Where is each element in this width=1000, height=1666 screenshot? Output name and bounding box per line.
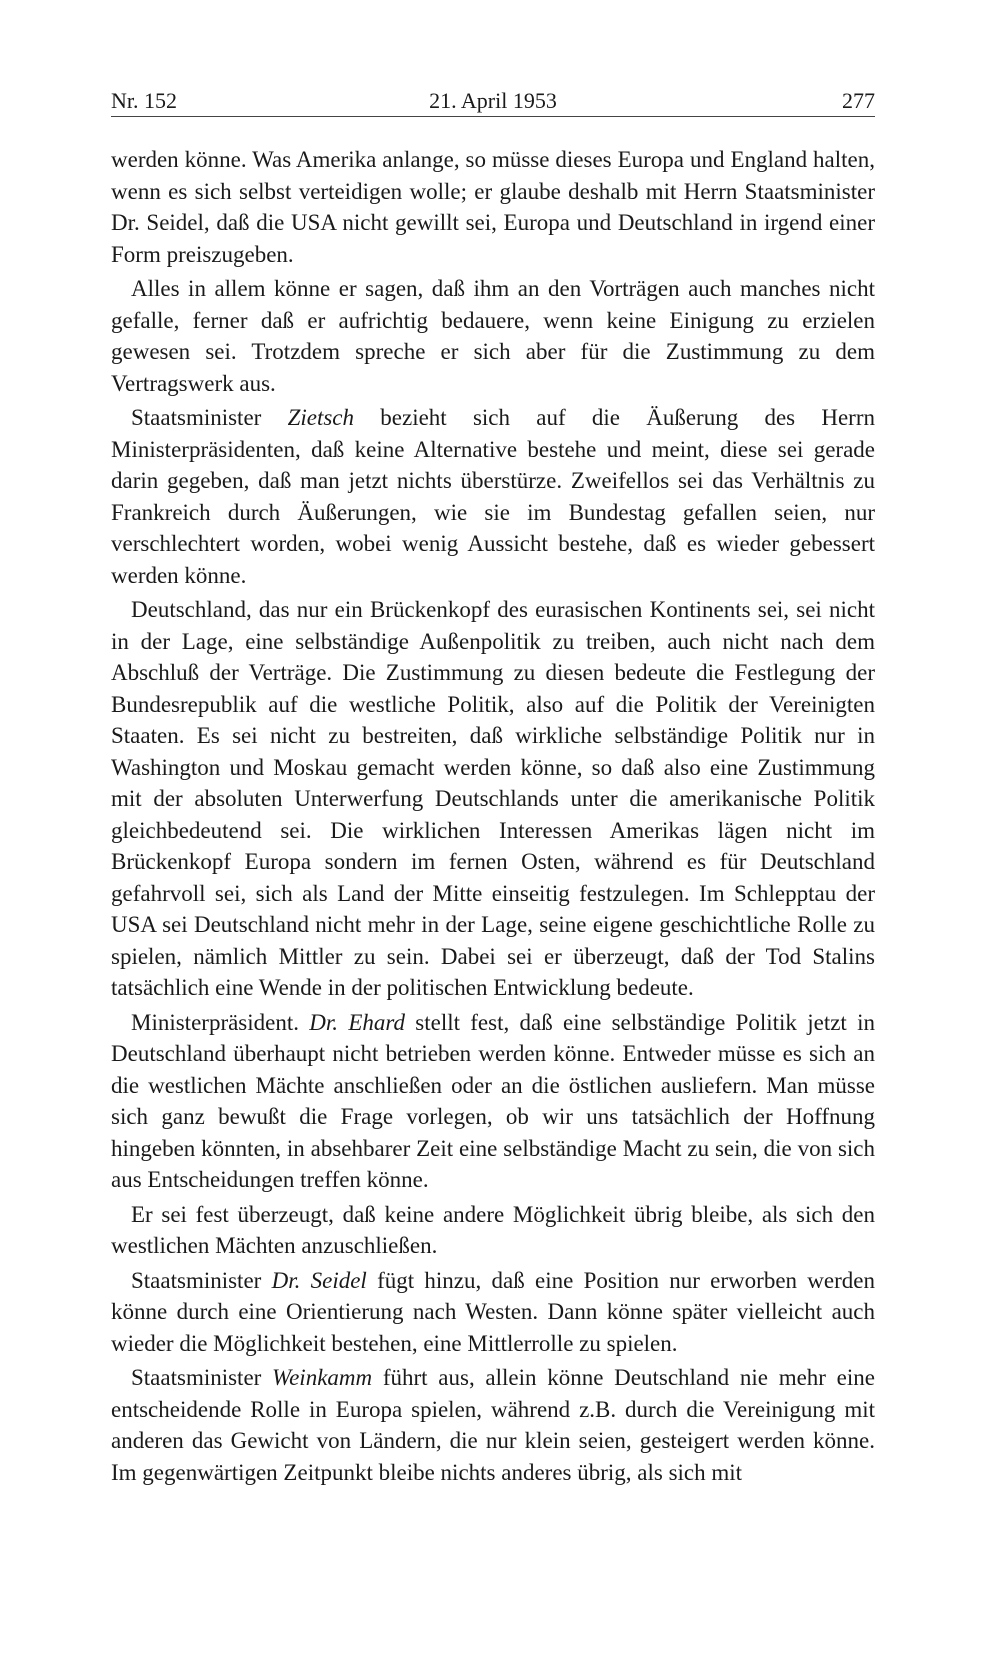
paragraph-text: Er sei fest überzeugt, daß keine andere Möglichkeit übrig bleibe, als sich den westlichen Mächten anzuschließen. [111,1201,875,1258]
speaker-name: Zietsch [287,405,355,430]
body-text [111,144,875,1491]
paragraph [111,1007,875,1196]
paragraph-text: fügt hinzu, daß eine Position nur erworben werden könne durch eine Orientierung nach Westen. Dann könne später vielleicht auch wieder die Möglichkeit bestehen, eine Mittlerrolle zu spielen. [111,1267,875,1356]
paragraph [111,594,875,1004]
paragraph-text: führt aus, allein könne Deutschland nie mehr eine entscheidende Rolle in Europa spielen, während z.B. durch die Vereinigung mit anderen das Gewicht von Ländern, die nur klein seien, gesteigert werden könne. Im gegenwärtigen Zeitpunkt bleibe nichts anderes übrig, als sich mit [111,1365,875,1485]
paragraph-text: bezieht sich auf die Äußerung des Herrn Ministerpräsidenten, daß keine Alternative bestehe und meint, diese sei gerade darin gegeben, daß man jetzt nichts überstürze. Zweifellos sei das Verhältnis zu Frankreich durch Äußerungen, wie sie im Bundestag gefallen seien, nur verschlechtert worden, wobei wenig Aussicht bestehe, daß es wieder gebessert werden könne. [111,405,875,588]
paragraph-text: stellt fest, daß eine selbständige Politik jetzt in Deutschland überhaupt nicht betrieben werden könne. Entweder müsse es sich an die westlichen Mächte anschließen oder an die östlichen ausliefern. Man müsse sich ganz bewußt die Frage vorlegen, ob wir uns tatsächlich der Hoffnung hingeben könnten, in absehbarer Zeit eine selbständige Macht zu sein, die von sich aus Entscheidungen treffen könne. [111,1009,875,1192]
speaker-title: Staatsminister [131,1267,272,1293]
page-number: 277 [842,88,875,113]
paragraph [111,1362,875,1488]
speaker-title: Staatsminister [131,1365,273,1390]
paragraph-text: werden könne. Was Amerika anlange, so müsse dieses Europa und England halten, wenn es sich selbst verteidigen wolle; er glaube deshalb mit Herrn Staatsminister Dr. Seidel, daß die USA nicht gewillt sei, Europa und Deutschland in irgend einer Form preiszugeben. [111,147,875,267]
paragraph-text: Alles in allem könne er sagen, daß ihm an den Vorträgen auch manches nicht gefalle, ferner daß er aufrichtig bedauere, wenn keine Einigung zu erzielen gewesen sei. Trotzdem spreche er sich aber für die Zustimmung zu dem Vertragswerk aus. [111,276,875,396]
header-rule [111,116,875,117]
speaker-title: Ministerpräsident. [131,1009,310,1035]
speaker-title: Staatsminister [131,405,288,430]
speaker-name: Dr. Ehard [309,1009,405,1035]
document-number: Nr. 152 [111,88,177,113]
speaker-name: Weinkamm [272,1365,373,1390]
running-header [111,82,875,120]
header-date: 21. April 1953 [429,88,557,113]
speaker-name: Dr. Seidel [271,1267,367,1293]
paragraph [111,402,875,591]
paragraph [111,273,875,399]
paragraph [111,1265,875,1360]
paragraph [111,1199,875,1262]
paragraph-text: Deutschland, das nur ein Brückenkopf des eurasischen Kontinents sei, sei nicht in der Lage, eine selbständige Außenpolitik zu treiben, auch nicht nach dem Abschluß der Verträge. Die Zustimmung zu diesen bedeute die Festlegung der Bundesrepublik auf die westliche Politik, also auf die Politik der Vereinigten Staaten. Es sei nicht zu bestreiten, daß wirkliche selbständige Politik nur in Washington und Moskau gemacht werden könne, so daß also eine Zustimmung mit der absoluten Unterwerfung Deutschlands unter die amerikanische Politik gleichbedeutend sei. Die wirklichen Interessen Amerikas lägen nicht im Brückenkopf Europa sondern im fernen Osten, während es für Deutschland gefahrvoll sei, sich als Land der Mitte einseitig festzulegen. Im Schlepptau der USA sei Deutschland nicht mehr in der Lage, seine eigene geschichtliche Rolle zu spielen, nämlich Mittler zu sein. Dabei sei er überzeugt, daß der Tod Stalins tatsächlich eine Wende in der politischen Entwicklung bedeute. [111,597,875,1000]
paragraph [111,144,875,270]
